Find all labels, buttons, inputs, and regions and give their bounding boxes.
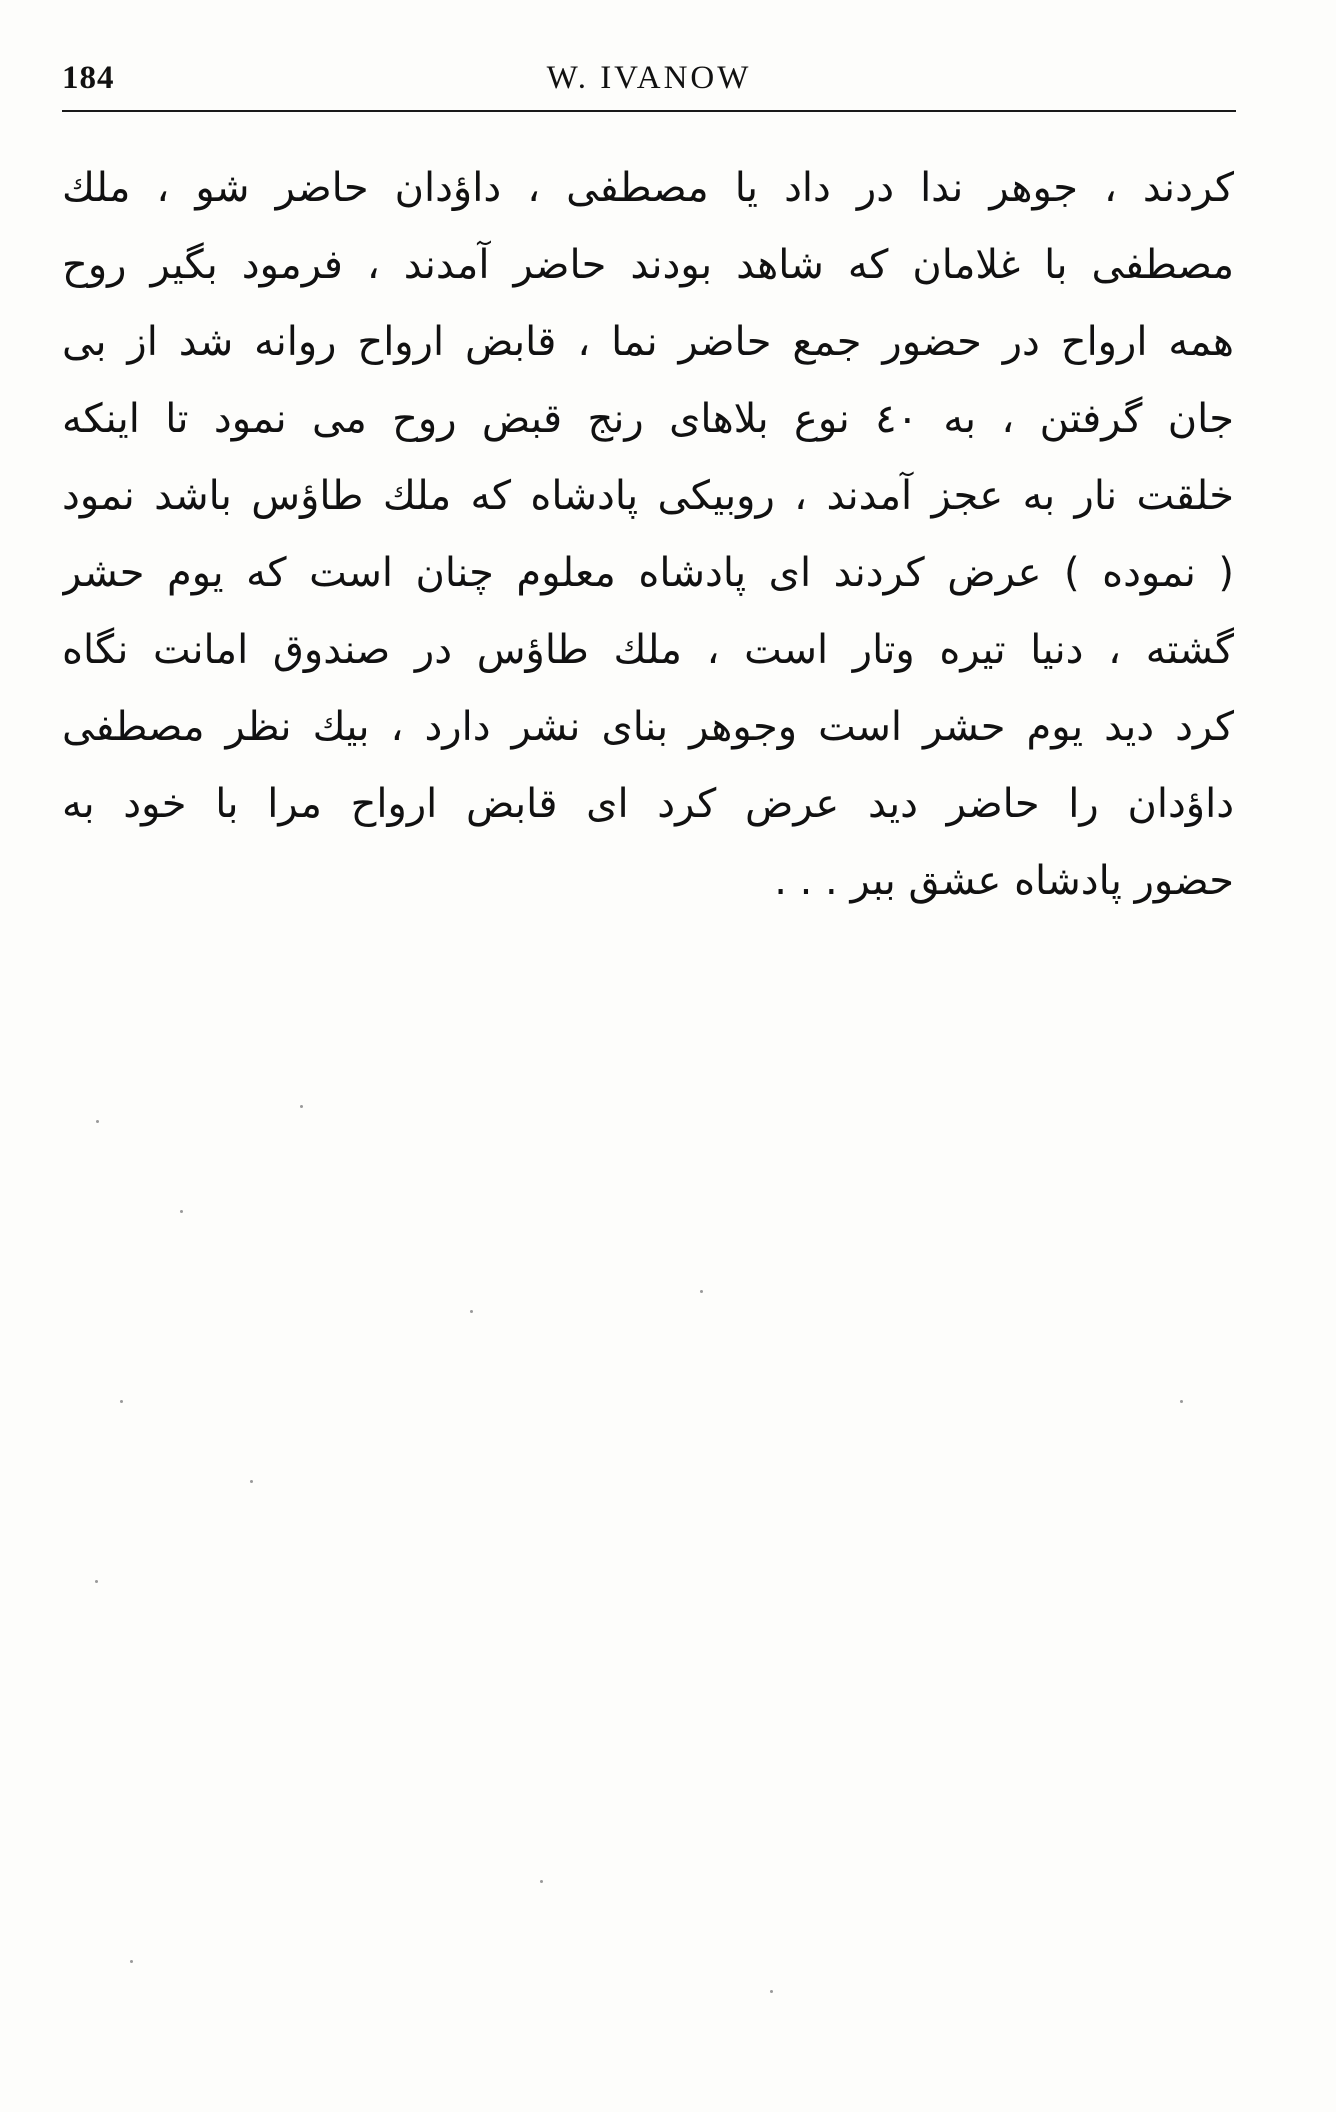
text-line: کردند ، جوهر ندا در داد یا مصطفی ، داؤدان حاضر شو ، ملك [62,165,1234,211]
text-line: مصطفی با غلامان که شاهد بودند حاضر آمدند ، فرمود بگیر روح [62,242,1234,288]
scan-speck [770,1990,773,1993]
scan-speck [120,1400,123,1403]
running-head: W. IVANOW [546,60,752,96]
text-line: همه ارواح در حضور جمع حاضر نما ، قابض ارواح روانه شد از بی [62,319,1234,365]
text-line: داؤدان را حاضر دید عرض کرد ای قابض ارواح مرا با خود به [62,781,1234,827]
scan-speck [250,1480,253,1483]
scan-speck [130,1960,133,1963]
text-line: ( نموده ) عرض کردند ای پادشاه معلوم چنان است که یوم حشر [62,550,1234,596]
scan-speck [470,1310,473,1313]
header-rule [62,110,1236,112]
body-text [62,150,1234,920]
scan-speck [95,1580,98,1583]
page-header [62,56,1236,112]
scan-speck [300,1105,303,1108]
text-line: حضور پادشاه عشق ببر . . . [774,858,1234,904]
scan-speck [96,1120,99,1123]
scan-speck [540,1880,543,1883]
page-number: 184 [62,60,115,96]
text-line: گشته ، دنیا تیره وتار است ، ملك طاؤس در صندوق امانت نگاه [62,627,1234,673]
text-line: خلقت نار به عجز آمدند ، روبیکی پادشاه که ملك طاؤس باشد نمود [62,473,1234,519]
text-line: کرد دید یوم حشر است وجوهر بنای نشر دارد ، بیك نظر مصطفی [62,704,1234,750]
scan-speck [1180,1400,1183,1403]
text-line: جان گرفتن ، به ٤٠ نوع بلاهای رنج قبض روح می نمود تا اینکه [62,396,1234,442]
scan-speck [700,1290,703,1293]
scan-speck [180,1210,183,1213]
